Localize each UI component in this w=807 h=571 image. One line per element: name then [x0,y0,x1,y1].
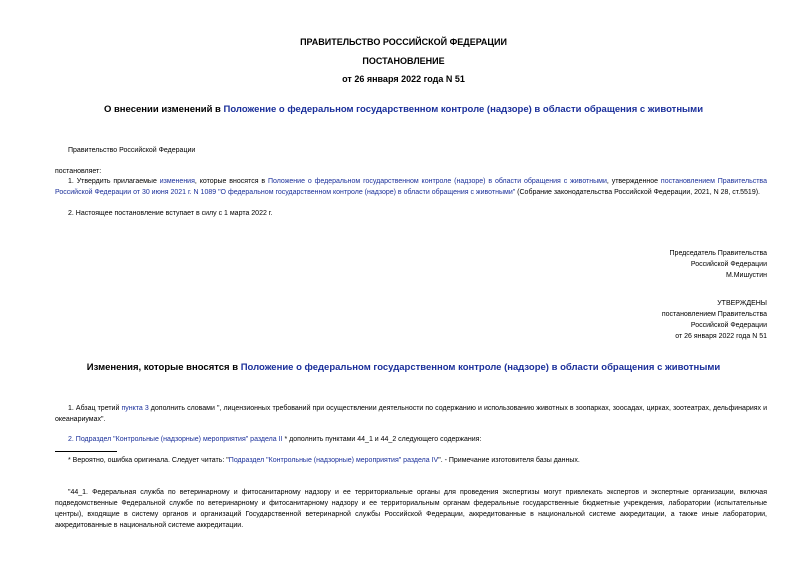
decrees-word: постановляет: [55,168,102,175]
footnote-text-a: * Вероятно, ошибка оригинала. Следует читать: " [68,457,229,464]
resolution-link[interactable]: постановлением Правительства Российской Федерации от 30 июня 2021 г. N 1089 "О федеральном государственном контроле (надзоре) в области обращения с животными" [55,178,767,196]
footnote-divider [55,451,117,452]
government-heading: ПРАВИТЕЛЬСТВО РОССИЙСКОЙ ФЕДЕРАЦИИ [300,37,507,47]
document-title [0,104,807,115]
change-1-text-a: 1. Абзац третий [68,405,122,412]
change-2-text: * дополнить пунктами 44_1 и 44_2 следующего содержания: [282,436,482,443]
regulation-link[interactable]: Положение о федеральном государственном контроле (надзоре) в области обращения с животными [267,178,607,185]
subsection-link[interactable]: 2. Подраздел "Контрольные (надзорные) мероприятия" раздела II [68,436,283,443]
changes-title-prefix: Изменения, которые вносятся в [86,362,241,373]
paragraph-1-text-c: , утвержденное [606,178,661,185]
approved-block [662,298,767,342]
footnote-link[interactable]: Подраздел "Контрольные (надзорные) мероприятия" раздела IV [228,457,439,464]
footnote [68,455,580,466]
change-1-text-b: дополнить словами ", лицензионных требований при осуществлении деятельности по содержанию и использованию животных в зоопарках, зоосадах, цирках, зоотеатрах, дельфинариях и океанариумах". [55,405,768,423]
signature-name: М.Мишустин [725,272,767,279]
document-date-number: от 26 января 2022 года N 51 [342,74,465,84]
change-2 [68,434,481,445]
paragraph-1-text-a: 1. Утвердить прилагаемые [68,178,160,185]
document-title-prefix: О внесении изменений в [103,104,224,115]
footnote-text-b: ". - Примечание изготовителя базы данных. [438,457,580,464]
point-3-link[interactable]: пункта 3 [121,405,149,412]
signature-line-2: Российской Федерации [690,261,767,268]
signature-line-1: Председатель Правительства [669,250,767,257]
document-title-link[interactable]: Положение о федеральном государственном контроле (надзоре) в области обращения с животными [223,104,704,115]
approved-line-4: от 26 января 2022 года N 51 [675,333,767,340]
government-name: Правительство Российской Федерации [68,147,196,154]
changes-title-link[interactable]: Положение о федеральном государственном контроле (надзоре) в области обращения с животными [240,362,721,373]
changes-link[interactable]: изменения [159,178,195,185]
paragraph-2: 2. Настоящее постановление вступает в силу с 1 марта 2022 г. [68,210,273,217]
approved-line-2: постановлением Правительства [661,311,767,318]
approved-line-3: Российской Федерации [690,322,767,329]
paragraph-1-text-b: , которые вносятся в [194,178,268,185]
paragraph-1 [55,176,767,198]
signature-block [670,248,767,281]
paragraph-1-text-d: (Собрание законодательства Российской Федерации, 2021, N 28, ст.5519). [515,189,760,196]
change-1 [55,403,767,425]
document-type: ПОСТАНОВЛЕНИЕ [362,56,445,66]
approved-line-1: УТВЕРЖДЕНЫ [717,300,767,307]
quoted-paragraph: "44_1. Федеральная служба по ветеринарному и фитосанитарному надзору и ее территориальные органы для проведения экспертизы могут привлекать экспертов и экспертные организации, включая подведомственные Федеральной службе по ветеринарному и фитосанитарному надзору и ее территориальным органам федеральные государственные бюджетные учреждения, лаборатории (испытательные центры), входящие в систему органов и организаций Государственной ветеринарной службы Российской Федерации, аккредитованные в национальной системе аккредитации, а также иные лаборатории, аккредитованные в национальной системе аккредитации. [55,489,767,529]
changes-title [0,362,807,373]
